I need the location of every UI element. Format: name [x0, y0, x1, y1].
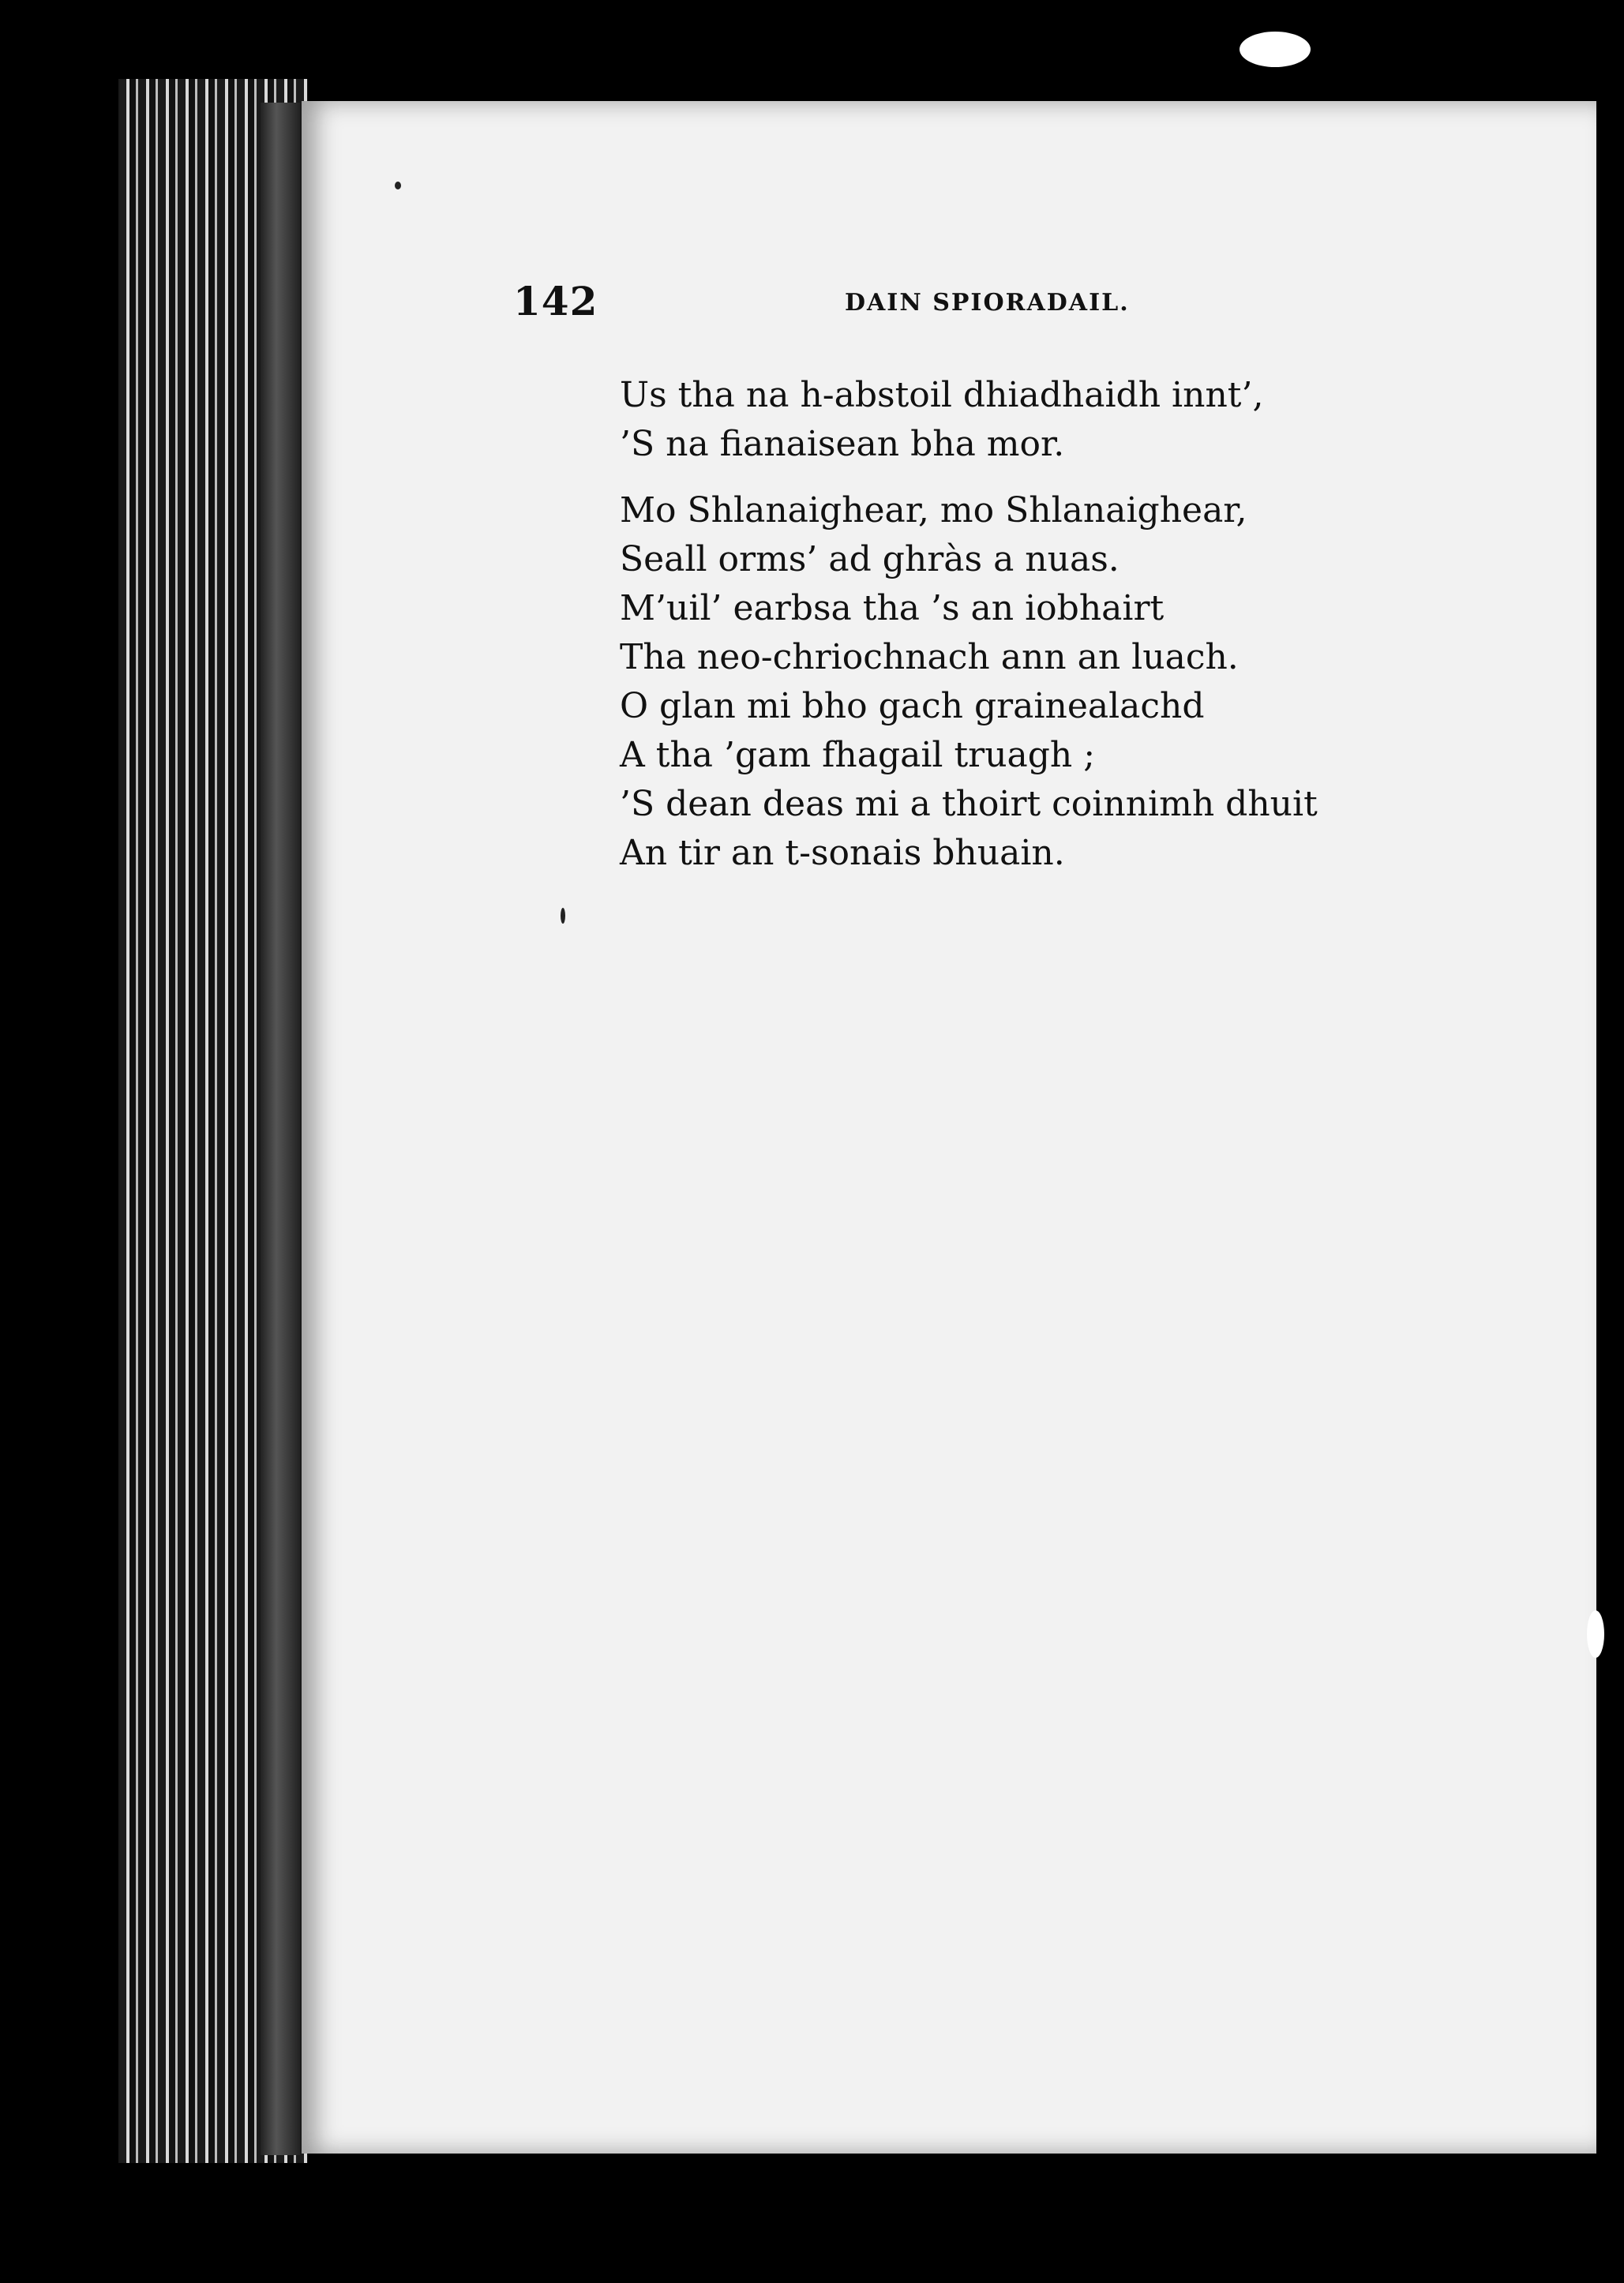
dust-speck [561, 908, 565, 924]
running-title: DAIN SPIORADAIL. [845, 289, 1130, 317]
dust-speck [1587, 1610, 1604, 1658]
verse-line: M’uil’ earbsa tha ’s an iobhairt [620, 588, 1165, 628]
verse-line: Seall orms’ ad ghràs a nuas. [620, 539, 1120, 579]
verse-line: An tir an t-sonais bhuain. [620, 833, 1065, 873]
verse-line: ’S dean deas mi a thoirt coinnimh dhuit [620, 784, 1318, 824]
running-head [513, 278, 1540, 333]
verse-line: A tha ’gam fhagail truagh ; [620, 735, 1096, 775]
stanza [620, 371, 1567, 469]
verse-line: O glan mi bho gach grainealachd [620, 686, 1205, 726]
page-number: 142 [513, 278, 598, 324]
stanza [620, 486, 1567, 878]
verse-line: Us tha na h-abstoil dhiadhaidh innt’, [620, 375, 1264, 415]
verse-line: Mo Shlanaighear, mo Shlanaighear, [620, 490, 1247, 530]
verse-line: ’S na fianaisean bha mor. [620, 424, 1065, 464]
dust-speck [1240, 32, 1311, 67]
dust-speck [395, 182, 401, 189]
binding-shadow [261, 103, 300, 2155]
verse-line: Tha neo-chriochnach ann an luach. [620, 637, 1239, 677]
poem-text [620, 371, 1567, 895]
